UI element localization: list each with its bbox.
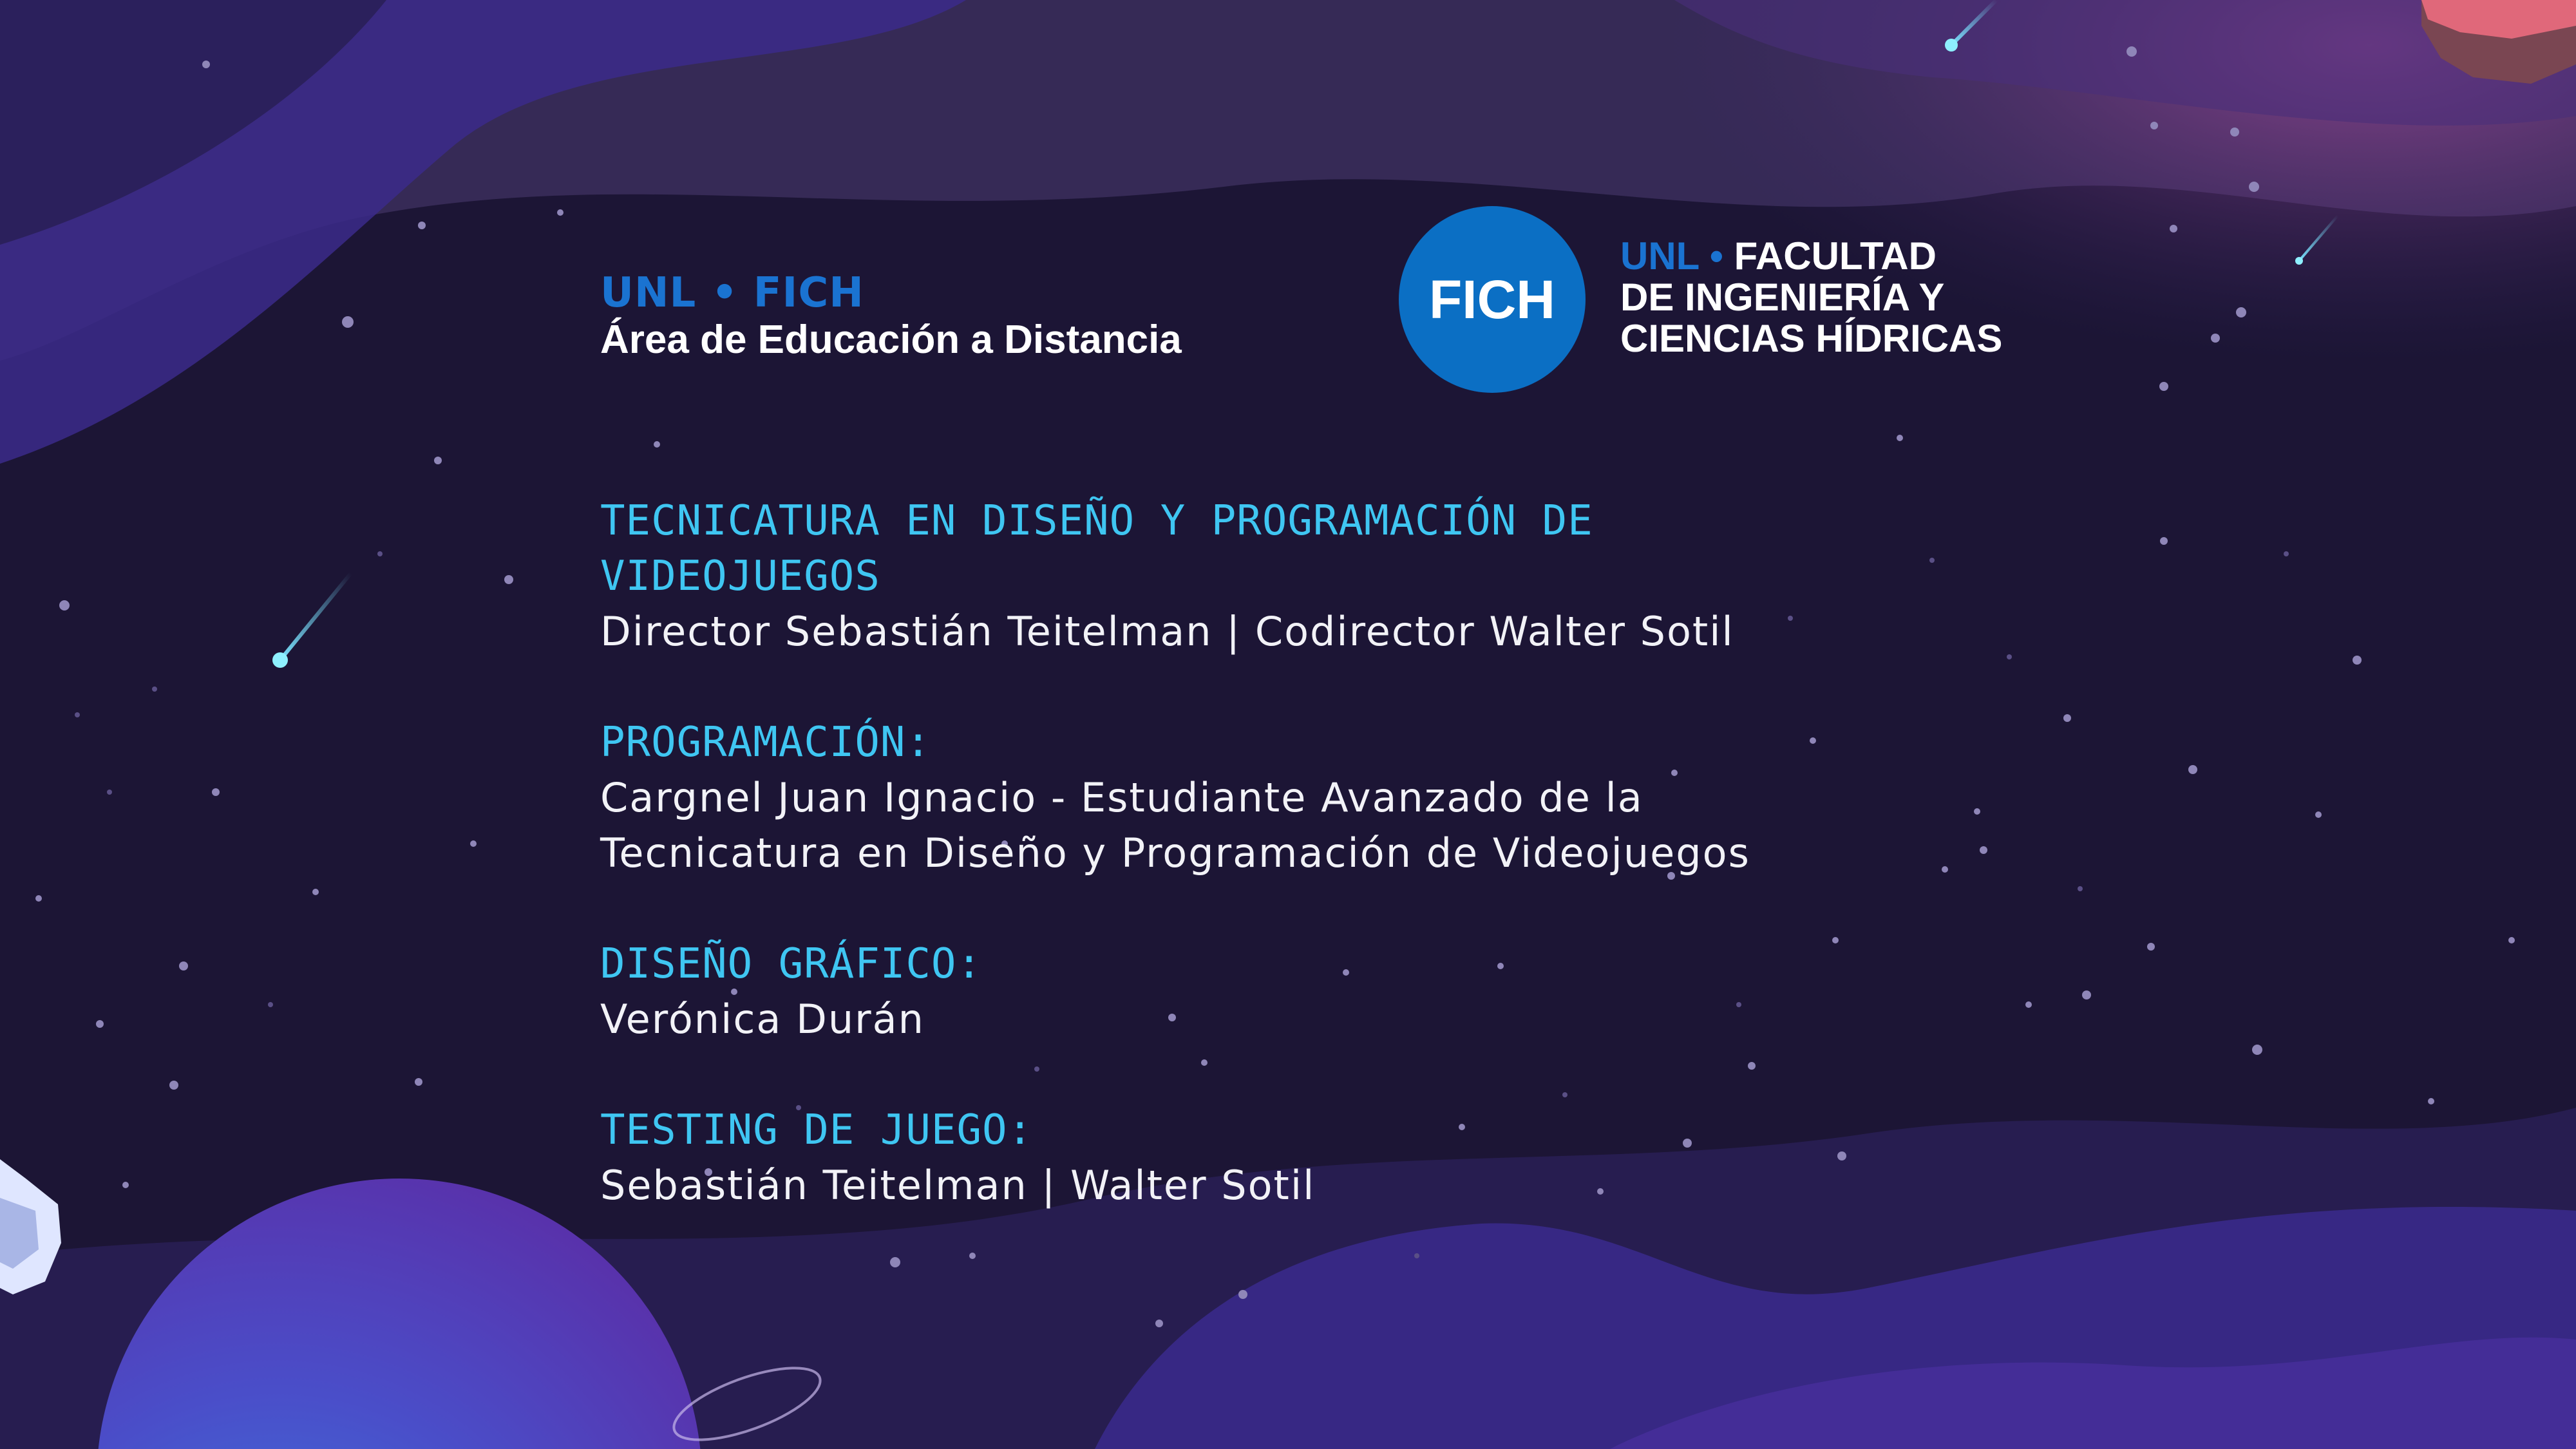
testing-names: Sebastián Teitelman | Walter Sotil [600, 1162, 1316, 1209]
programming-line-2: Tecnicatura en Diseño y Programación de Videojuegos [600, 829, 1750, 876]
faculty-word: FACULTAD [1734, 234, 1937, 278]
unl-fich-brand: UNL • FICH [600, 269, 864, 317]
faculty-line-2: DE INGENIERÍA Y [1620, 276, 1945, 319]
directors: Director Sebastián Teitelman | Codirector Walter Sotil [600, 608, 1734, 655]
faculty-line-3: CIENCIAS HÍDRICAS [1620, 317, 2003, 360]
fich-logo-text: FICH [1429, 269, 1555, 330]
programming-line-1: Cargnel Juan Ignacio - Estudiante Avanzado de la [600, 774, 1643, 821]
area-title: Área de Educación a Distancia [600, 317, 1182, 362]
programming-heading: PROGRAMACIÓN: [600, 719, 931, 766]
credits-block [600, 493, 2017, 1213]
faculty-unl: UNL • [1620, 234, 1723, 278]
fich-logo [1399, 206, 1586, 393]
design-heading: DISEÑO GRÁFICO: [600, 940, 982, 988]
program-title-line-2: VIDEOJUEGOS [600, 553, 880, 600]
design-name: Verónica Durán [600, 996, 925, 1043]
program-title-line-1: TECNICATURA EN DISEÑO Y PROGRAMACIÓN DE [600, 497, 1593, 545]
faculty-line-1 [1620, 236, 1937, 277]
testing-heading: TESTING DE JUEGO: [600, 1106, 1034, 1154]
